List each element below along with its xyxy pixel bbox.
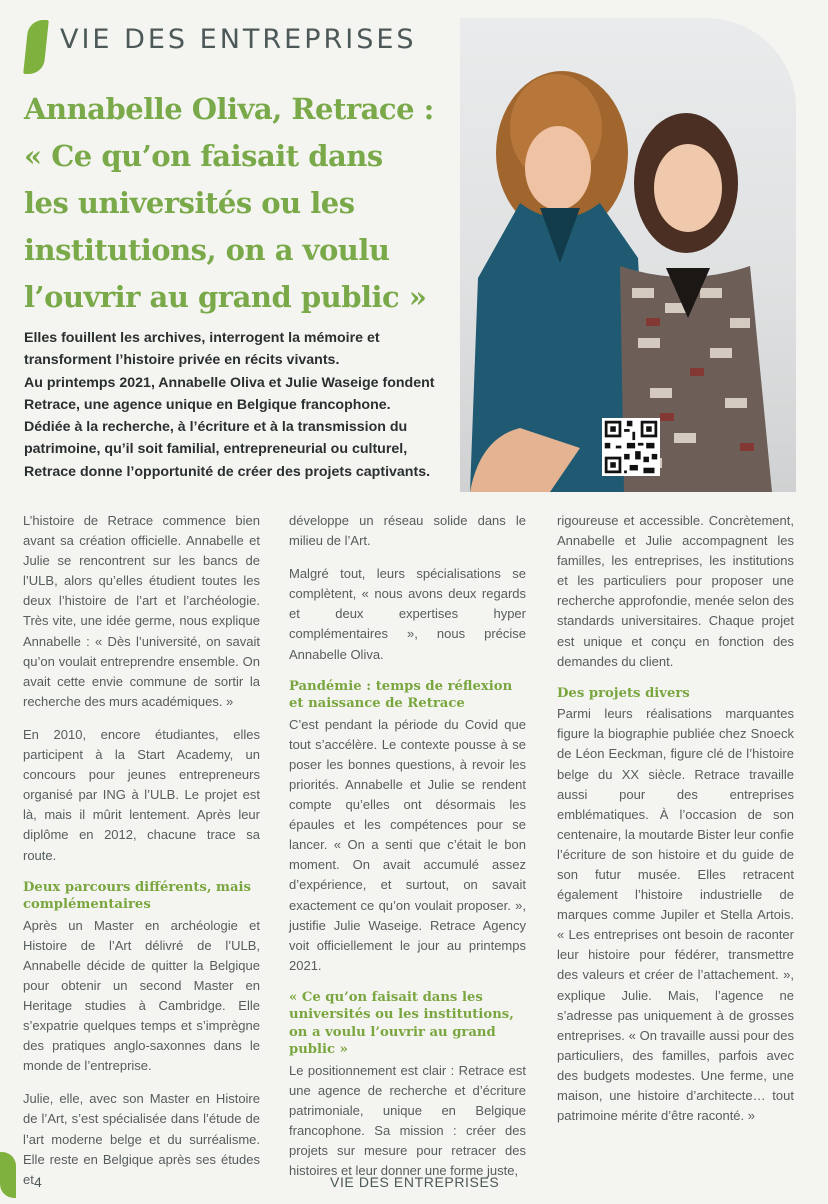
article-headline — [24, 86, 454, 321]
lead-line: Elles fouillent les archives, interrogent la mémoire et — [24, 330, 380, 346]
subheading: Pandémie : temps de réflexion et naissance de Retrace — [289, 678, 513, 712]
body-column-2 — [289, 511, 526, 1194]
lead-line: Retrace donne l’opportunité de créer des projets captivants. — [24, 463, 431, 480]
body-paragraph: développe un réseau solide dans le milieu de l’Art. — [289, 513, 526, 549]
lead-line: transforment l’histoire privée en récits vivants. — [24, 352, 340, 369]
body-paragraph: Après un Master en archéologie et Histoire de l’Art délivré de l’ULB, Annabelle décide de quitter la Belgique pour obtenir un second Master en Heritage studies à Cambridge. Elle s’expatrie quelques temps et s’imprègne des pratiques anglo-saxonnes dans le monde de l’entreprise. — [23, 917, 260, 1074]
lead-line: Retrace, une agence unique en Belgique francophone. — [24, 396, 391, 413]
footer-section-label: VIE DES ENTREPRISES — [330, 1174, 500, 1190]
headline-line: « Ce qu’on faisait dans — [24, 139, 383, 173]
body-paragraph: En 2010, encore étudiantes, elles participent à la Start Academy, un concours pour jeunes entrepreneurs organisé par ING à l’ULB. Le projet est là, mais il mûrit lentement. Après leur diplôme en 2012, chacune trace sa route. — [23, 726, 260, 863]
body-paragraph: C’est pendant la période du Covid que tout s’accélère. Le contexte pousse à se poser les bonnes questions, à revoir les priorités. Annabelle et Julie se rendent compte qu’elles ont désormais les épaules et les compétences pour se lancer. « On a senti que c’était le bon moment. On avait accumulé assez d’expérience, et surtout, on savait exactement ce qu’on voulait proposer. », justifie Julie Waseige. Retrace Agency voit officiellement le jour au printemps 2021. — [289, 716, 526, 973]
lead-line: Au printemps 2021, Annabelle Oliva et Julie Waseige fondent — [24, 374, 435, 391]
headline-line: les universités ou les — [24, 186, 355, 220]
subheading: Des projets divers — [557, 685, 690, 701]
body-paragraph: Le positionnement est clair : Retrace est une agence de recherche et d’écriture patrimoniale, unique en Belgique francophone. Sa mission : créer des projets sur mesure pour retracer des histoires et leur donner une forme juste, — [289, 1062, 526, 1179]
lead-line: Dédiée à la recherche, à l’écriture et à la transmission du — [24, 419, 408, 436]
headline-line: l’ouvrir au grand public » — [24, 280, 427, 314]
body-paragraph: Julie, elle, avec son Master en Histoire de l’Art, s’est spécialisée dans l’étude de l’art moderne belge et du surréalisme. Elle reste en Belgique après ses études et — [23, 1091, 260, 1187]
page-number: 4 — [34, 1174, 42, 1190]
body-column-1 — [23, 511, 260, 1203]
headline-line: institutions, on a voulu — [24, 233, 390, 267]
footer-accent-bar — [0, 1152, 16, 1198]
subheading: Deux parcours différents, mais complémentaires — [23, 879, 251, 913]
lead-line: patrimoine, qu’il soit familial, entrepreneurial ou culturel, — [24, 441, 408, 458]
qr-code[interactable] — [602, 418, 660, 476]
article-lead — [24, 327, 454, 483]
body-paragraph: Parmi leurs réalisations marquantes figure la biographie publiée chez Snoeck de Léon Eeckman, figure clé de l’histoire belge du XX siècle. Retrace travaille aussi pour des entreprises emblématiques. À l’occasion de son centenaire, la moutarde Bister leur confie l’écriture de son histoire et du guide de son futur musée. Elles retracent également l’histoire industrielle de marques comme Jupiler et Stella Artois. « Les entreprises ont besoin de raconter leur histoire pour fédérer, transmettre des valeurs et créer de l’attachement. », explique Julie. Mais, l’agence ne s’adresse pas uniquement à de grosses entreprises. « On travaille aussi pour des particuliers, des familles, parfois avec des budgets modestes. Une ferme, une maison, une histoire d’architecte… tout patrimoine mérite d’être raconté. » — [557, 706, 795, 1124]
section-accent-bar — [23, 20, 49, 74]
body-paragraph: L’histoire de Retrace commence bien avant sa création officielle. Annabelle et Julie se rencontrent sur les bancs de l’ULB, alors qu’elles étudient toutes les deux l’histoire de l’art et l’archéologie. Très vite, une idée germe, nous explique Annabelle : « Dès l’université, on savait qu’on voulait entreprendre ensemble. On avait cette envie commune de sortir la recherche des murs académiques. » — [23, 513, 260, 709]
body-paragraph: rigoureuse et accessible. Concrètement, Annabelle et Julie accompagnent les familles, les entreprises, les institutions et les particuliers pour proposer une recherche approfondie, menée selon des standards universitaires. Chaque projet est unique et conçu en fonction des demandes du client. — [557, 513, 794, 669]
body-column-3 — [557, 511, 794, 1139]
subheading: « Ce qu’on faisait dans les universités ou les institutions, on a voulu l’ouvrir au grand public » — [289, 989, 514, 1058]
body-paragraph: Malgré tout, leurs spécialisations se complètent, « nous avons deux regards et deux expertises hyper complémentaires », nous précise Annabelle Oliva. — [289, 566, 526, 662]
headline-line: Annabelle Oliva, Retrace : — [24, 92, 434, 126]
section-label: VIE DES ENTREPRISES — [60, 24, 417, 55]
